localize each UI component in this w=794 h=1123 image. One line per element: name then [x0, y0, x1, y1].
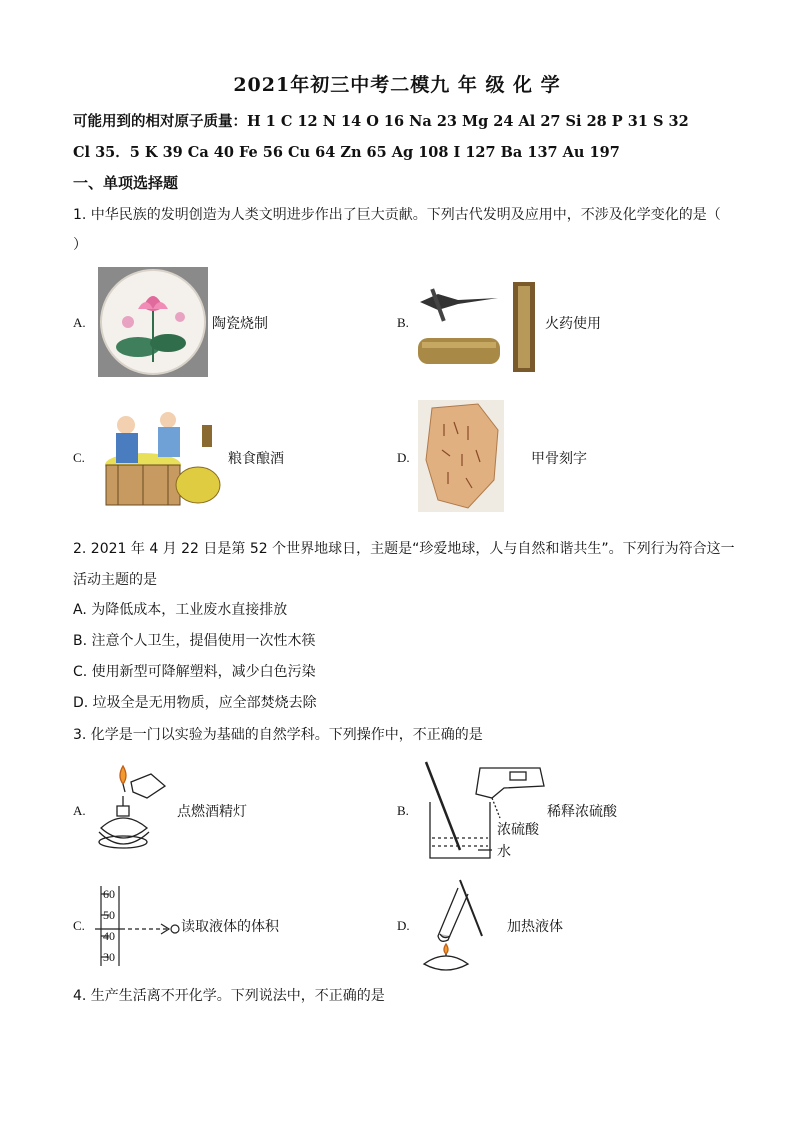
question-1-text-cont: ）: [73, 237, 87, 253]
q3-option-d-caption: 加热液体: [507, 919, 563, 935]
question-3-text: 3. 化学是一门以实验为基础的自然学科。下列操作中，不正确的是: [73, 727, 483, 743]
q3-option-c-caption: 读取液体的体积: [181, 919, 279, 935]
cylinder-tick-50: 50: [103, 908, 115, 922]
q2-option-a[interactable]: A. 为降低成本，工业废水直接排放: [73, 602, 288, 618]
q1-option-a-letter[interactable]: A.: [73, 315, 86, 330]
q1-option-a-caption: 陶瓷烧制: [212, 316, 268, 332]
q3-option-b-letter[interactable]: B.: [397, 803, 409, 818]
question-1-text: 1. 中华民族的发明创造为人类文明进步作出了巨大贡献。下列古代发明及应用中，不涉及化学变化的是（: [73, 207, 721, 223]
q3-option-a-letter[interactable]: A.: [73, 803, 86, 818]
question-4-text: 4. 生产生活离不开化学。下列说法中，不正确的是: [73, 988, 385, 1004]
cylinder-tick-30: 30: [103, 950, 115, 964]
q3-option-d-letter[interactable]: D.: [397, 918, 410, 933]
q3-option-c-letter[interactable]: C.: [73, 918, 85, 933]
cylinder-tick-40: 40: [103, 929, 115, 943]
page-title: 2021年初三中考二模九 年 级 化 学: [233, 74, 561, 96]
dilute-acid-diagram: [420, 758, 550, 868]
q3-b-acid-label: 浓硫酸: [497, 822, 539, 838]
section-heading: 一、单项选择题: [73, 174, 179, 192]
gunpowder-arrow-image: [418, 280, 538, 379]
q2-option-d[interactable]: D. 垃圾全是无用物质，应全部焚烧去除: [73, 695, 317, 711]
wine-brewing-image: [98, 405, 223, 517]
q1-option-b-letter[interactable]: B.: [397, 315, 409, 330]
q3-option-a-caption: 点燃酒精灯: [177, 804, 247, 820]
q1-option-c-caption: 粮食酿酒: [228, 451, 284, 467]
question-2-text-cont: 活动主题的是: [73, 572, 157, 588]
porcelain-plate-image: [98, 267, 208, 381]
heating-liquid-diagram: [418, 878, 498, 977]
alcohol-lamp-lighting-diagram: [95, 762, 175, 858]
q3-option-b-caption: 稀释浓硫酸: [547, 804, 617, 820]
q1-option-d-letter[interactable]: D.: [397, 450, 410, 465]
q1-option-c-letter[interactable]: C.: [73, 450, 85, 465]
q2-option-c[interactable]: C. 使用新型可降解塑料，减少白色污染: [73, 664, 316, 680]
question-2-text: 2. 2021 年 4 月 22 日是第 52 个世界地球日，主题是“珍爱地球，人与自然和谐共生”。下列行为符合这一: [73, 541, 735, 557]
q1-option-d-caption: 甲骨刻字: [531, 451, 587, 467]
atomic-mass-line-1: 可能用到的相对原子质量：H 1 C 12 N 14 O 16 Na 23 Mg 24 Al 27 Si 28 P 31 S 32: [73, 113, 689, 130]
oracle-bone-image: [418, 400, 504, 516]
cylinder-tick-60: 60: [103, 887, 115, 901]
q2-option-b[interactable]: B. 注意个人卫生，提倡使用一次性木筷: [73, 633, 316, 649]
q3-b-water-label: 水: [497, 844, 511, 860]
q1-option-b-caption: 火药使用: [545, 316, 601, 332]
atomic-mass-line-2: Cl 35．5 K 39 Ca 40 Fe 56 Cu 64 Zn 65 Ag 108 I 127 Ba 137 Au 197: [73, 144, 620, 161]
